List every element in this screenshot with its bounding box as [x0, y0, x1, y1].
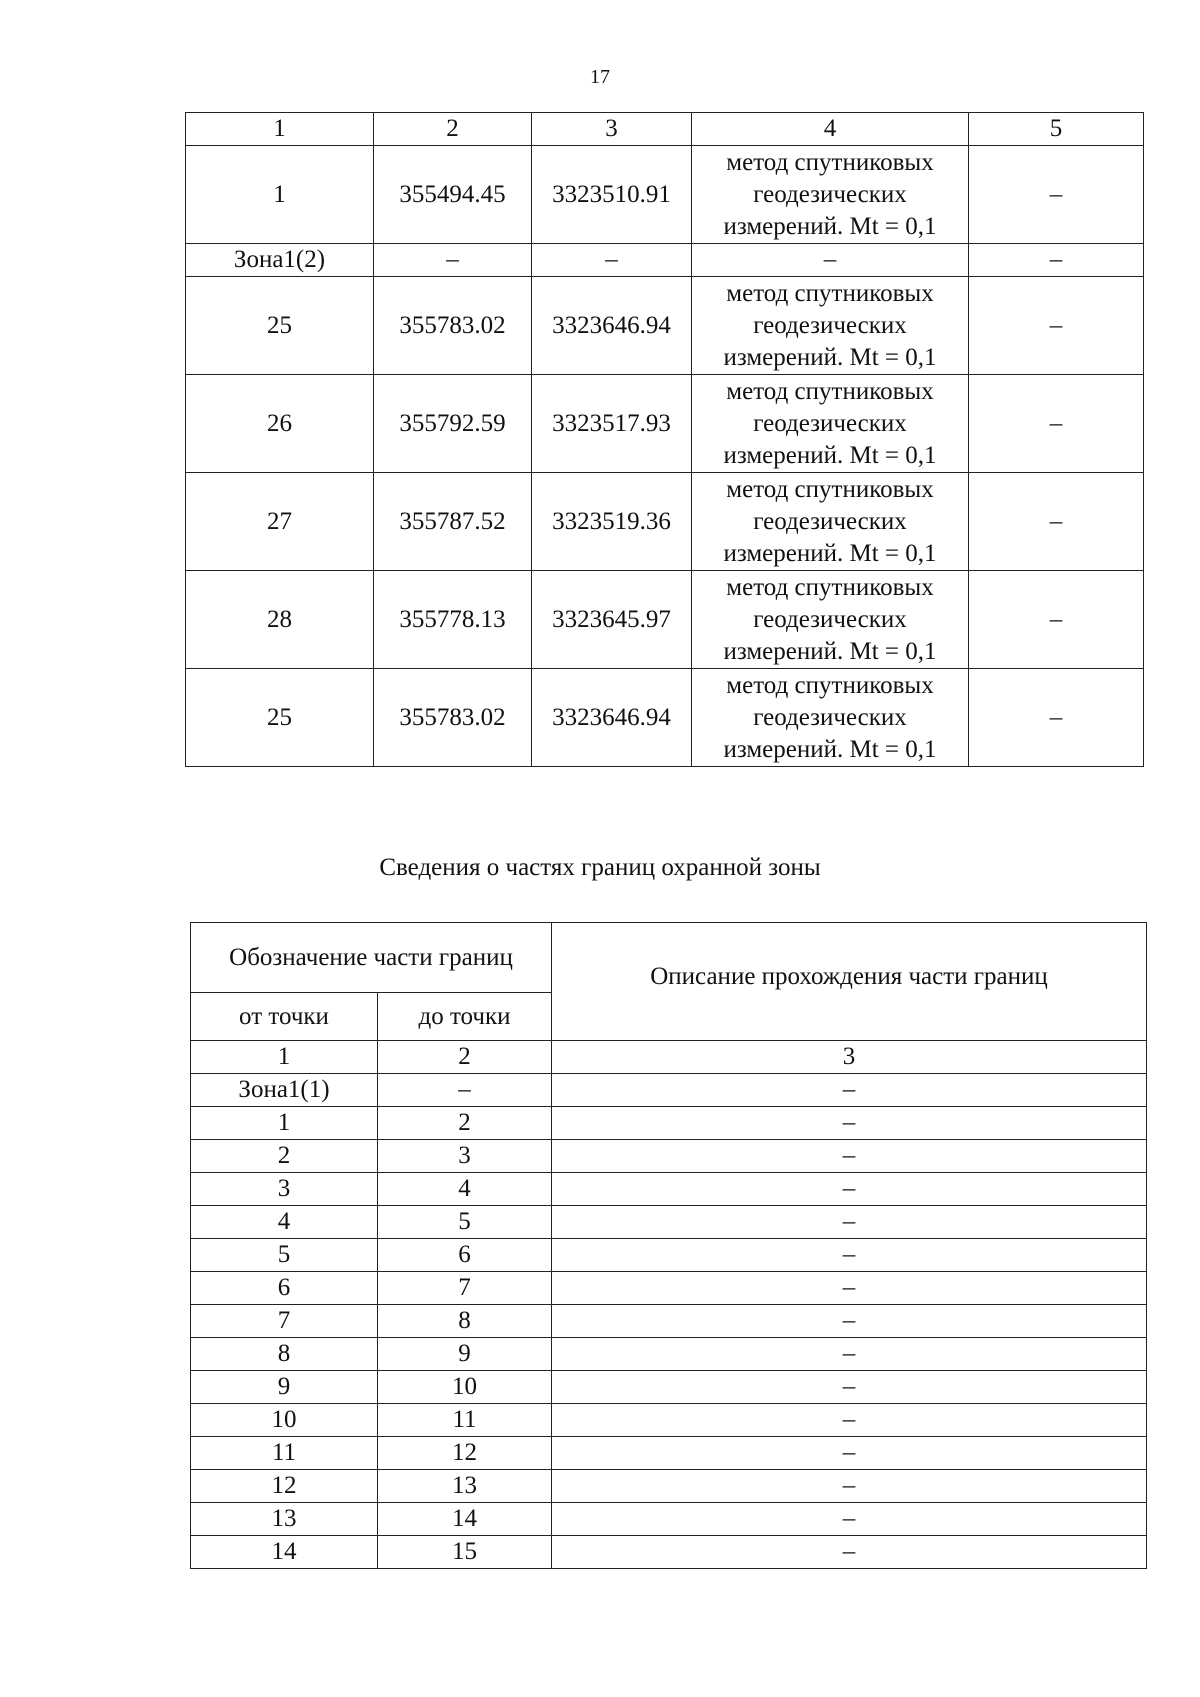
point-number: 25	[186, 277, 374, 375]
zone-cell: –	[692, 244, 969, 277]
boundary-description: –	[552, 1107, 1147, 1140]
boundary-description: –	[552, 1272, 1147, 1305]
method-line: геодезических	[753, 605, 907, 633]
method-line: метод спутниковых	[726, 671, 934, 699]
determination-method	[692, 473, 969, 571]
header-from-point: от точки	[191, 993, 378, 1041]
from-point: 9	[191, 1371, 378, 1404]
to-point: 6	[378, 1239, 552, 1272]
column-numbers-row	[191, 1041, 1147, 1074]
to-point: –	[378, 1074, 552, 1107]
method-line: геодезических	[753, 180, 907, 208]
from-point: 14	[191, 1536, 378, 1569]
method-line: метод спутниковых	[726, 475, 934, 503]
coordinate-y: 3323646.94	[532, 277, 692, 375]
coordinate-y: 3323646.94	[532, 669, 692, 767]
zone-row	[186, 244, 1144, 277]
to-point: 11	[378, 1404, 552, 1437]
from-point: 8	[191, 1338, 378, 1371]
method-line: метод спутниковых	[726, 377, 934, 405]
column-number: 1	[186, 113, 374, 146]
table-row	[186, 571, 1144, 669]
to-point: 14	[378, 1503, 552, 1536]
from-point: Зона1(1)	[191, 1074, 378, 1107]
method-line: метод спутниковых	[726, 279, 934, 307]
method-line: измерений. Mt = 0,1	[723, 539, 937, 567]
zone-cell: –	[969, 244, 1144, 277]
to-point: 3	[378, 1140, 552, 1173]
boundary-description: –	[552, 1404, 1147, 1437]
table-row	[186, 146, 1144, 244]
from-point: 1	[191, 1107, 378, 1140]
coordinate-y: 3323645.97	[532, 571, 692, 669]
method-line: геодезических	[753, 507, 907, 535]
zone-cell: –	[532, 244, 692, 277]
table-row	[191, 1272, 1147, 1305]
coordinates-table	[185, 112, 1144, 767]
to-point: 13	[378, 1470, 552, 1503]
from-point: 4	[191, 1206, 378, 1239]
table-row	[191, 1239, 1147, 1272]
method-line: геодезических	[753, 311, 907, 339]
coordinate-x: 355787.52	[374, 473, 532, 571]
table-row	[186, 375, 1144, 473]
table-header-row	[186, 113, 1144, 146]
boundary-description: –	[552, 1503, 1147, 1536]
boundary-description: –	[552, 1437, 1147, 1470]
point-number: 1	[186, 146, 374, 244]
to-point: 15	[378, 1536, 552, 1569]
boundary-description: –	[552, 1470, 1147, 1503]
column-number: 3	[532, 113, 692, 146]
column-number: 2	[374, 113, 532, 146]
column-5-value: –	[969, 571, 1144, 669]
determination-method	[692, 146, 969, 244]
determination-method	[692, 669, 969, 767]
point-number: 26	[186, 375, 374, 473]
to-point: 4	[378, 1173, 552, 1206]
coordinate-x: 355792.59	[374, 375, 532, 473]
table-row	[191, 1107, 1147, 1140]
boundary-description: –	[552, 1140, 1147, 1173]
zone-label: Зона1(2)	[186, 244, 374, 277]
to-point: 9	[378, 1338, 552, 1371]
column-5-value: –	[969, 669, 1144, 767]
from-point: 6	[191, 1272, 378, 1305]
from-point: 10	[191, 1404, 378, 1437]
table-row	[191, 1437, 1147, 1470]
point-number: 25	[186, 669, 374, 767]
boundary-description: –	[552, 1536, 1147, 1569]
from-point: 12	[191, 1470, 378, 1503]
table-row	[191, 1140, 1147, 1173]
boundary-description: –	[552, 1239, 1147, 1272]
coordinate-x: 355783.02	[374, 669, 532, 767]
table-row	[186, 277, 1144, 375]
boundary-description: –	[552, 1173, 1147, 1206]
table-row	[191, 1503, 1147, 1536]
section-title: Сведения о частях границ охранной зоны	[379, 854, 821, 881]
point-number: 28	[186, 571, 374, 669]
table-row	[191, 1173, 1147, 1206]
boundary-description: –	[552, 1305, 1147, 1338]
to-point: 2	[378, 1107, 552, 1140]
column-5-value: –	[969, 375, 1144, 473]
column-number: 1	[191, 1041, 378, 1074]
table-row	[186, 669, 1144, 767]
table-row	[186, 473, 1144, 571]
column-number: 3	[552, 1041, 1147, 1074]
coordinate-x: 355494.45	[374, 146, 532, 244]
page-number: 17	[590, 66, 610, 88]
to-point: 8	[378, 1305, 552, 1338]
column-5-value: –	[969, 277, 1144, 375]
column-number: 2	[378, 1041, 552, 1074]
coordinate-y: 3323517.93	[532, 375, 692, 473]
determination-method	[692, 571, 969, 669]
from-point: 11	[191, 1437, 378, 1470]
column-5-value: –	[969, 146, 1144, 244]
point-number: 27	[186, 473, 374, 571]
coordinate-x: 355778.13	[374, 571, 532, 669]
method-line: геодезических	[753, 703, 907, 731]
method-line: измерений. Mt = 0,1	[723, 735, 937, 763]
column-number: 5	[969, 113, 1144, 146]
table-row	[191, 1371, 1147, 1404]
coordinate-y: 3323510.91	[532, 146, 692, 244]
method-line: измерений. Mt = 0,1	[723, 212, 937, 240]
table-row	[191, 1404, 1147, 1437]
header-to-point: до точки	[378, 993, 552, 1041]
table-row	[191, 1305, 1147, 1338]
zone-cell: –	[374, 244, 532, 277]
boundary-description: –	[552, 1206, 1147, 1239]
boundary-parts-table	[190, 922, 1147, 1569]
from-point: 2	[191, 1140, 378, 1173]
determination-method	[692, 277, 969, 375]
header-boundary-description: Описание прохождения части границ	[552, 923, 1147, 1041]
to-point: 12	[378, 1437, 552, 1470]
table-row	[191, 1206, 1147, 1239]
boundary-description: –	[552, 1338, 1147, 1371]
method-line: геодезических	[753, 409, 907, 437]
table-row	[191, 1074, 1147, 1107]
method-line: измерений. Mt = 0,1	[723, 637, 937, 665]
to-point: 10	[378, 1371, 552, 1404]
table-row	[191, 1338, 1147, 1371]
to-point: 5	[378, 1206, 552, 1239]
method-line: метод спутниковых	[726, 573, 934, 601]
from-point: 7	[191, 1305, 378, 1338]
column-number: 4	[692, 113, 969, 146]
method-line: измерений. Mt = 0,1	[723, 441, 937, 469]
determination-method	[692, 375, 969, 473]
table-row	[191, 1470, 1147, 1503]
coordinate-y: 3323519.36	[532, 473, 692, 571]
coordinate-x: 355783.02	[374, 277, 532, 375]
header-part-designation: Обозначение части границ	[191, 923, 552, 993]
method-line: метод спутниковых	[726, 148, 934, 176]
from-point: 5	[191, 1239, 378, 1272]
to-point: 7	[378, 1272, 552, 1305]
boundary-description: –	[552, 1371, 1147, 1404]
table-row	[191, 1536, 1147, 1569]
column-5-value: –	[969, 473, 1144, 571]
method-line: измерений. Mt = 0,1	[723, 343, 937, 371]
from-point: 3	[191, 1173, 378, 1206]
boundary-description: –	[552, 1074, 1147, 1107]
from-point: 13	[191, 1503, 378, 1536]
